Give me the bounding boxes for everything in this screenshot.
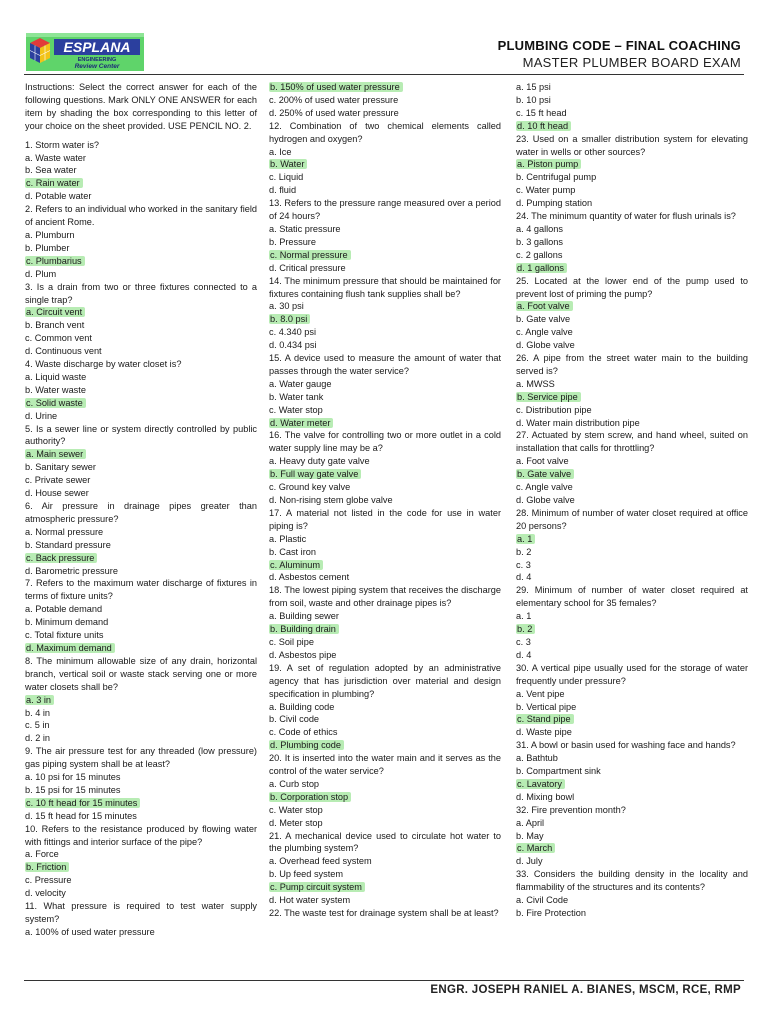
answer-option-correct <box>269 313 501 326</box>
answer-highlight: c. Plumbarius <box>25 256 85 266</box>
question-text: 19. A set of regulation adopted by an administrative agency that has jurisdiction over material and design specification in plumbing? <box>269 662 501 699</box>
question-text: 11. What pressure is required to test water supply system? <box>25 901 257 924</box>
answer-option: c. 4.340 psi <box>269 327 316 338</box>
answer-option: a. Normal pressure <box>25 526 104 537</box>
answer-option-correct <box>25 694 257 707</box>
answer-highlight: c. Aluminum <box>269 560 323 570</box>
answer-option: d. Meter stop <box>269 817 323 828</box>
answer-highlight: c. Pump circuit system <box>269 882 365 892</box>
document-title: PLUMBING CODE – FINAL COACHING <box>497 38 741 53</box>
answer-option: c. 2 gallons <box>516 249 563 260</box>
answer-option: b. Branch vent <box>25 320 85 331</box>
answer-option: a. Heavy duty gate valve <box>269 456 370 467</box>
question-text: 8. The minimum allowable size of any drain, horizontal branch, vertical soil or waste stack serving one or more water closets shall be? <box>25 655 257 692</box>
answer-option: b. May <box>516 830 544 841</box>
answer-option: d. fluid <box>269 185 297 196</box>
question-text: 1. Storm water is? <box>25 139 100 150</box>
answer-option-correct <box>516 623 748 636</box>
answer-option: b. Sea water <box>25 165 77 176</box>
answer-option: c. 5 in <box>25 720 50 731</box>
answer-option: d. Globe valve <box>516 340 575 351</box>
answer-highlight: c. March <box>516 843 555 853</box>
answer-option-correct <box>516 158 748 171</box>
answer-highlight: b. 8.0 psi <box>269 314 310 324</box>
question-text: 16. The valve for controlling two or more outlet in a cold water supply line may be a? <box>269 430 501 454</box>
answer-option: a. 10 psi for 15 minutes <box>25 772 121 783</box>
answer-option: c. 3 <box>516 636 531 647</box>
answer-highlight: c. Stand pipe <box>516 714 574 724</box>
question-text: 14. The minimum pressure that should be maintained for fixtures containing flush tank supplies shall be? <box>269 275 501 299</box>
question-text: 24. The minimum quantity of water for flush urinals is? <box>516 211 736 222</box>
answer-highlight: d. Water meter <box>269 418 333 428</box>
answer-option-correct <box>269 791 501 804</box>
answer-option: a. 4 gallons <box>516 223 563 234</box>
answer-option: b. Plumber <box>25 242 70 253</box>
answer-option: b. Standard pressure <box>25 539 111 550</box>
answer-option: d. Non-rising stem globe valve <box>269 495 393 505</box>
answer-option: d. Potable water <box>25 191 92 202</box>
answer-option: a. Bathtub <box>516 753 558 764</box>
question-text: 33. Considers the building density in the locality and flammability of the structures and its contents? <box>516 869 748 893</box>
answer-option: a. Civil Code <box>516 895 569 906</box>
answer-option: b. Up feed system <box>269 869 344 880</box>
answer-option: d. Asbestos cement <box>269 572 350 583</box>
logo-sub1: ENGINEERING <box>77 57 117 63</box>
answer-option-correct <box>269 881 501 894</box>
answer-option: c. 3 <box>516 559 531 570</box>
answer-highlight: c. Solid waste <box>25 398 86 408</box>
answer-option-correct <box>269 81 501 94</box>
column-2-items <box>269 81 501 920</box>
answer-highlight: a. 3 in <box>25 695 54 705</box>
answer-option-correct <box>25 397 257 410</box>
answer-option: a. Liquid waste <box>25 371 87 382</box>
answer-highlight: d. 1 gallons <box>516 263 567 273</box>
answer-option-correct <box>25 177 257 190</box>
question-text: 7. Refers to the maximum water discharge of fixtures in terms of fixture units? <box>25 578 257 602</box>
answer-option: a. Potable demand <box>25 604 103 615</box>
answer-option-correct <box>269 559 501 572</box>
answer-option: a. Ice <box>269 146 292 157</box>
answer-option: c. Water stop <box>269 404 323 415</box>
answer-option: c. 200% of used water pressure <box>269 94 399 105</box>
answer-option: b. Pressure <box>269 236 316 247</box>
answer-option: d. 4 <box>516 572 532 583</box>
answer-option-correct <box>25 797 257 810</box>
answer-option-correct <box>25 552 257 565</box>
answer-option: b. Gate valve <box>516 314 571 325</box>
answer-highlight: b. Water <box>269 159 307 169</box>
page-header <box>0 0 768 78</box>
column-3 <box>516 81 748 920</box>
question-text: 13. Refers to the pressure range measured over a period of 24 hours? <box>269 198 501 222</box>
answer-option-correct <box>269 158 501 171</box>
answer-option-correct <box>516 713 748 726</box>
answer-highlight: b. Corporation stop <box>269 792 351 802</box>
answer-option-correct <box>25 448 257 461</box>
answer-option: c. Total fixture units <box>25 630 104 641</box>
answer-option: a. Foot valve <box>516 456 569 467</box>
answer-option: a. Overhead feed system <box>269 856 372 867</box>
logo-sub2: Review Center <box>74 63 120 70</box>
answer-option: c. Ground key valve <box>269 482 351 493</box>
answer-option: a. Curb stop <box>269 778 320 789</box>
answer-option: c. Pressure <box>25 875 72 886</box>
column-1-items <box>25 139 257 939</box>
answer-option: d. July <box>516 856 543 867</box>
answer-option: b. 3 gallons <box>516 236 563 247</box>
answer-highlight: c. 10 ft head for 15 minutes <box>25 798 140 808</box>
answer-option: a. 30 psi <box>269 301 304 312</box>
answer-option: d. 15 ft head for 15 minutes <box>25 810 137 821</box>
question-text: 10. Refers to the resistance produced by flowing water with fittings and interior surface of the pipe? <box>25 823 257 847</box>
column-1 <box>25 81 257 939</box>
esplana-logo <box>26 33 144 71</box>
answer-highlight: b. Friction <box>25 862 69 872</box>
answer-option: a. Water gauge <box>269 378 332 389</box>
answer-highlight: d. Plumbing code <box>269 740 344 750</box>
answer-option: a. Static pressure <box>269 223 341 234</box>
answer-option: c. Private sewer <box>25 475 91 486</box>
answer-highlight: a. Main sewer <box>25 449 86 459</box>
answer-option: a. April <box>516 817 545 828</box>
answer-option: d. Critical pressure <box>269 262 346 273</box>
answer-highlight: a. 1 <box>516 534 535 544</box>
document-subtitle: MASTER PLUMBER BOARD EXAM <box>522 55 741 70</box>
answer-option: c. Liquid <box>269 172 304 183</box>
answer-option: d. Plum <box>25 268 57 279</box>
answer-option: b. Water waste <box>25 384 86 395</box>
question-text: 27. Actuated by stem screw, and hand wheel, suited on installation that calls for throttling? <box>516 430 748 454</box>
answer-highlight: d. Maximum demand <box>25 643 115 653</box>
answer-option: b. Fire Protection <box>516 908 586 918</box>
answer-option-correct <box>516 262 748 275</box>
answer-highlight: c. Lavatory <box>516 779 565 789</box>
answer-option: a. MWSS <box>516 378 555 389</box>
answer-option: a. Building sewer <box>269 611 339 622</box>
question-text: 12. Combination of two chemical elements called hydrogen and oxygen? <box>269 120 501 144</box>
answer-option: a. Force <box>25 849 59 860</box>
answer-option: d. 4 <box>516 649 532 660</box>
question-text: 28. Minimum of number of water closet required at office 20 persons? <box>516 507 748 531</box>
answer-option: d. Urine <box>25 410 58 421</box>
answer-option-correct <box>269 249 501 262</box>
question-text: 3. Is a drain from two or three fixtures connected to a single trap? <box>25 281 257 305</box>
footer-divider <box>24 980 744 981</box>
answer-highlight: c. Normal pressure <box>269 250 351 260</box>
answer-option-correct <box>25 255 257 268</box>
answer-option: d. velocity <box>25 888 66 899</box>
question-text: 9. The air pressure test for any threaded (low pressure) gas piping system shall be at least? <box>25 746 257 770</box>
answer-option: b. Water tank <box>269 391 324 402</box>
answer-option: b. 15 psi for 15 minutes <box>25 784 121 795</box>
author-footer: ENGR. JOSEPH RANIEL A. BIANES, MSCM, RCE, RMP <box>430 984 741 996</box>
answer-option: a. 1 <box>516 611 532 622</box>
answer-option-correct <box>516 778 748 791</box>
question-text: 25. Located at the lower end of the pump used to prevent lost of priming the pump? <box>516 275 748 299</box>
answer-option: d. Barometric pressure <box>25 565 118 576</box>
question-text: 29. Minimum of number of water closet required at elementary school for 35 females? <box>516 585 748 609</box>
answer-option-correct <box>269 623 501 636</box>
answer-highlight: b. 150% of used water pressure <box>269 82 403 92</box>
question-text: 6. Air pressure in drainage pipes greater than atmospheric pressure? <box>25 501 257 524</box>
answer-option: d. House sewer <box>25 488 89 499</box>
answer-option: d. Globe valve <box>516 495 575 505</box>
answer-option: b. 4 in <box>25 707 51 718</box>
answer-option: d. 250% of used water pressure <box>269 107 399 118</box>
answer-option-correct <box>25 306 257 319</box>
answer-option-correct <box>516 391 748 404</box>
answer-option-correct <box>516 533 748 546</box>
answer-option: c. Angle valve <box>516 482 573 493</box>
answer-option: b. Sanitary sewer <box>25 462 96 473</box>
question-text: 17. A material not listed in the code for use in water piping is? <box>269 507 501 531</box>
instructions: Instructions: Select the correct answer for each of the following questions. Mark ONLY ONE ANSWER for each item by shading the box corresponding to this letter of your choice on the sheet provided. USE PENCIL NO. 2. <box>25 82 257 131</box>
answer-option: c. Water pump <box>516 185 576 196</box>
answer-option: a. 15 psi <box>516 82 551 92</box>
question-text: 15. A device used to measure the amount of water that passes through the water service? <box>269 353 501 376</box>
question-text: 31. A bowl or basin used for washing face and hands? <box>516 740 736 751</box>
answer-highlight: a. Piston pump <box>516 159 581 169</box>
answer-highlight: d. 10 ft head <box>516 121 571 131</box>
answer-option-correct <box>25 861 257 874</box>
answer-highlight: a. Circuit vent <box>25 307 85 317</box>
logo-name: ESPLANA <box>63 39 131 55</box>
answer-option-correct <box>269 417 501 430</box>
answer-option: b. 10 psi <box>516 94 551 105</box>
answer-option-correct <box>516 468 748 481</box>
question-text: 30. A vertical pipe usually used for the storage of water frequently under pressure? <box>516 662 748 686</box>
answer-option: d. Water main distribution pipe <box>516 417 640 428</box>
answer-option: c. 15 ft head <box>516 107 567 118</box>
answer-highlight: a. Foot valve <box>516 301 573 311</box>
answer-option-correct <box>516 120 748 133</box>
answer-option: a. Vent pipe <box>516 688 565 699</box>
answer-option: b. Centrifugal pump <box>516 172 597 183</box>
answer-option: b. Vertical pipe <box>516 701 577 712</box>
answer-highlight: c. Back pressure <box>25 553 97 563</box>
answer-option: a. 100% of used water pressure <box>25 926 155 937</box>
answer-option: b. Cast iron <box>269 546 316 557</box>
question-text: 2. Refers to an individual who worked in the sanitary field of ancient Rome. <box>25 204 257 228</box>
answer-option: a. Plastic <box>269 533 307 544</box>
answer-option-correct <box>269 739 501 752</box>
answer-option: a. Building code <box>269 701 335 712</box>
answer-option: b. Civil code <box>269 714 320 725</box>
question-text: 22. The waste test for drainage system shall be at least? <box>269 908 499 918</box>
answer-option: d. Asbestos pipe <box>269 649 337 660</box>
answer-option-correct <box>516 842 748 855</box>
answer-option-correct <box>269 468 501 481</box>
question-text: 23. Used on a smaller distribution system for elevating water in wells or other sources? <box>516 133 748 157</box>
question-text: 32. Fire prevention month? <box>516 804 626 815</box>
answer-highlight: b. Gate valve <box>516 469 574 479</box>
answer-option: d. 2 in <box>25 733 51 744</box>
answer-option: c. Water stop <box>269 804 323 815</box>
question-text: 4. Waste discharge by water closet is? <box>25 359 182 370</box>
answer-option: c. Angle valve <box>516 327 573 338</box>
answer-highlight: c. Rain water <box>25 178 83 188</box>
answer-option: b. Compartment sink <box>516 766 601 777</box>
question-text: 18. The lowest piping system that receives the discharge from soil, waste and other drainage pipes is? <box>269 585 501 609</box>
answer-option: b. 2 <box>516 546 532 557</box>
question-text: 21. A mechanical device used to circulate hot water to the plumbing system? <box>269 830 501 854</box>
answer-option: d. Hot water system <box>269 895 351 906</box>
answer-highlight: b. Service pipe <box>516 392 581 402</box>
answer-option: a. Waste water <box>25 152 86 163</box>
answer-option: d. Continuous vent <box>25 346 102 357</box>
answer-highlight: b. 2 <box>516 624 535 634</box>
answer-option-correct <box>516 300 748 313</box>
answer-option: b. Minimum demand <box>25 617 109 628</box>
answer-option: c. Code of ethics <box>269 727 338 738</box>
column-2 <box>269 81 501 920</box>
question-text: 5. Is a sewer line or system directly controlled by public authority? <box>25 423 257 447</box>
column-3-items <box>516 81 748 920</box>
answer-option: c. Common vent <box>25 333 92 344</box>
answer-option-correct <box>25 642 257 655</box>
answer-option: c. Distribution pipe <box>516 404 592 415</box>
answer-highlight: b. Building drain <box>269 624 339 634</box>
answer-highlight: b. Full way gate valve <box>269 469 361 479</box>
answer-option: a. Plumburn <box>25 229 75 240</box>
answer-option: c. Soil pipe <box>269 636 314 647</box>
header-divider <box>24 74 744 75</box>
answer-option: d. 0.434 psi <box>269 340 317 351</box>
answer-option: d. Waste pipe <box>516 727 572 738</box>
answer-option: d. Mixing bowl <box>516 791 575 802</box>
question-text: 26. A pipe from the street water main to the building served is? <box>516 353 748 376</box>
question-text: 20. It is inserted into the water main and it serves as the control of the water service? <box>269 753 501 777</box>
answer-option: d. Pumping station <box>516 198 593 209</box>
